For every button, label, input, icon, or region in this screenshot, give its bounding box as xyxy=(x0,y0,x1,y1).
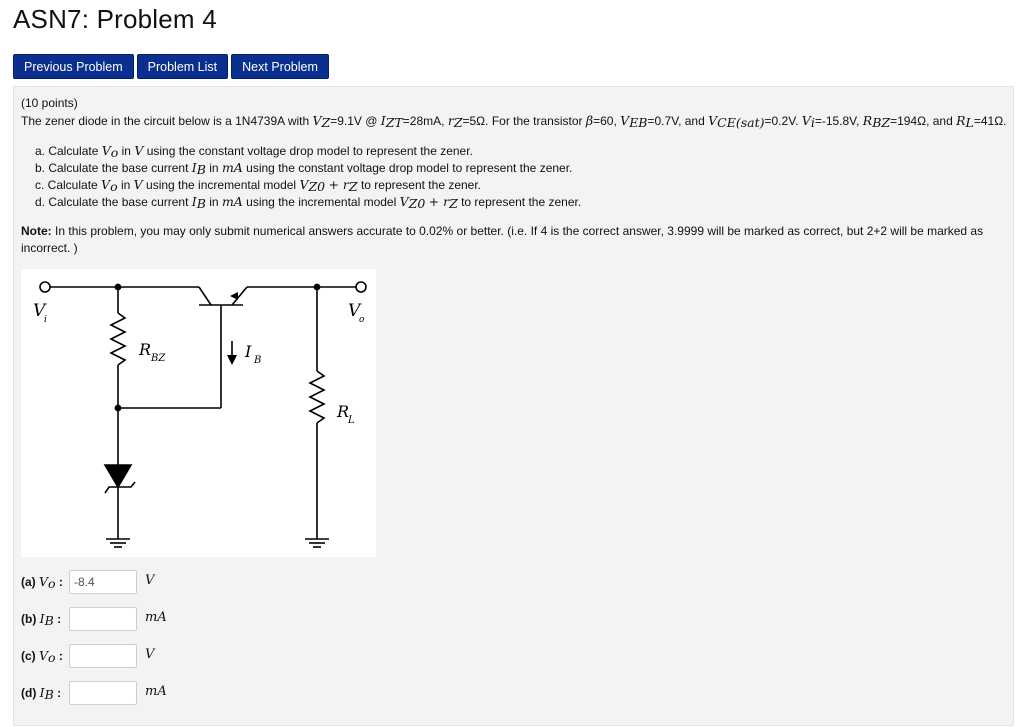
answer-c-input[interactable] xyxy=(69,644,137,668)
circuit-diagram xyxy=(21,269,376,557)
part-b-post: using the constant voltage drop model to represent the zener. xyxy=(246,161,573,175)
part-c-sym: V xyxy=(101,177,111,192)
input-terminal xyxy=(40,282,50,292)
part-b-sub: B xyxy=(196,162,206,177)
vz-symbol: V xyxy=(312,113,322,128)
rbz-symbol: R xyxy=(862,113,873,128)
vz-value: =9.1V @ xyxy=(330,114,378,128)
rl-label-sub: L xyxy=(348,415,355,426)
part-b-mid: in xyxy=(209,161,219,175)
ib-label-sub: B xyxy=(254,355,262,366)
rbz-value: =194Ω, and xyxy=(890,114,953,128)
izt-value: =28mA, xyxy=(402,114,445,128)
answer-a-input[interactable] xyxy=(69,570,137,594)
part-a-sub: o xyxy=(110,145,119,160)
output-terminal xyxy=(356,282,366,292)
answer-d-prefix: (d) xyxy=(21,686,37,700)
answer-c-colon: : xyxy=(58,649,63,663)
answer-b-unit: mA xyxy=(145,610,167,625)
note-label: Note: xyxy=(21,224,52,238)
part-b-sym: I xyxy=(191,160,197,175)
part-d-model-sub2: Z xyxy=(449,196,458,211)
note-text: In this problem, you may only submit numerical answers accurate to 0.02% or better. (i.e. If 4 is the correct answer, 3.9999 will be marked as correct, but 2+2 will be marked as xyxy=(55,224,984,238)
answer-d-label xyxy=(21,685,61,702)
answer-d-sym: I xyxy=(39,685,45,700)
part-c-model: V xyxy=(299,177,309,192)
rz-value: =5Ω. For the transistor xyxy=(462,114,583,128)
rl-resistor xyxy=(310,371,324,423)
answer-b-sym: I xyxy=(39,611,45,626)
rbz-label-sub: BZ xyxy=(151,353,166,364)
answer-b-sub: B xyxy=(44,613,54,628)
transistor-arrow xyxy=(230,292,238,300)
problem-list-button[interactable]: Problem List xyxy=(137,54,228,79)
part-c-mid: in xyxy=(120,178,131,192)
part-b-pre: b. Calculate the base current xyxy=(35,161,189,175)
page-title: ASN7: Problem 4 xyxy=(13,4,217,34)
problem-nav xyxy=(13,54,329,79)
part-c-model-plus: + r xyxy=(328,177,349,192)
answer-a-sym: V xyxy=(39,574,49,589)
part-c xyxy=(35,177,481,194)
answer-c-prefix: (c) xyxy=(21,649,36,663)
part-d-post: using the incremental model xyxy=(246,195,397,209)
vi-label-sub: i xyxy=(44,315,47,325)
zener-diode xyxy=(105,465,131,487)
veb-value: =0.7V, and xyxy=(647,114,705,128)
part-a-unit: V xyxy=(134,143,144,158)
answer-a-label xyxy=(21,574,63,591)
note-line-2: incorrect. ) xyxy=(21,241,78,255)
next-problem-button[interactable]: Next Problem xyxy=(231,54,329,79)
points-text: (10 points) xyxy=(21,96,78,110)
part-d-unit: mA xyxy=(221,194,243,209)
part-c-unit: V xyxy=(133,177,143,192)
part-c-model-sub: Z0 xyxy=(308,179,326,194)
vo-label-sub: o xyxy=(359,315,365,325)
part-b xyxy=(35,160,572,177)
rbz-resistor xyxy=(111,313,125,365)
vz-sub: Z xyxy=(321,115,331,130)
vi-sub: i xyxy=(810,115,815,130)
vce-symbol: V xyxy=(708,113,718,128)
rl-sub: L xyxy=(965,115,974,130)
part-d-pre: d. Calculate the base current xyxy=(35,195,189,209)
veb-symbol: V xyxy=(620,113,630,128)
beta-symbol: β xyxy=(585,113,594,128)
part-a-post: using the constant voltage drop model to represent the zener. xyxy=(146,144,473,158)
part-d xyxy=(35,194,581,211)
rl-symbol: R xyxy=(956,113,966,128)
intro-text: The zener diode in the circuit below is a 1N4739A with xyxy=(21,114,310,128)
answer-d-sub: B xyxy=(44,687,54,702)
izt-symbol: I xyxy=(380,113,386,128)
problem-statement xyxy=(21,113,1007,130)
note-line-1 xyxy=(21,224,983,238)
part-d-model-plus: + r xyxy=(428,194,450,209)
vi-label: V xyxy=(33,301,46,321)
part-b-unit: mA xyxy=(221,160,243,175)
vce-value: =0.2V. xyxy=(764,114,799,128)
rz-symbol: r xyxy=(447,113,454,128)
answer-a-sub: o xyxy=(48,576,56,591)
answer-b-colon: : xyxy=(57,612,62,626)
part-c-sub: o xyxy=(110,179,118,194)
part-c-model-sub2: Z xyxy=(348,179,358,194)
answer-b-label xyxy=(21,611,61,628)
answer-a-colon: : xyxy=(58,575,63,589)
previous-problem-button[interactable]: Previous Problem xyxy=(13,54,134,79)
rl-label: R xyxy=(337,402,350,421)
answer-d-unit: mA xyxy=(145,684,167,699)
answer-d-input[interactable] xyxy=(69,681,137,705)
problem-body xyxy=(13,86,1014,726)
part-d-mid: in xyxy=(209,195,219,209)
izt-sub: ZT xyxy=(385,115,403,130)
beta-value: =60, xyxy=(593,114,617,128)
part-d-model: V xyxy=(399,194,409,209)
answer-a-prefix: (a) xyxy=(21,575,36,589)
rz-sub: Z xyxy=(453,115,463,130)
answer-c-sub: o xyxy=(48,650,56,665)
part-a-pre: a. Calculate xyxy=(35,144,99,158)
part-a-sym: V xyxy=(101,143,111,158)
part-c-post2: to represent the zener. xyxy=(360,178,482,192)
answer-c-unit: V xyxy=(145,647,155,662)
rl-value: =41Ω. xyxy=(973,114,1007,128)
part-c-pre: c. Calculate xyxy=(35,178,98,192)
answer-d-colon: : xyxy=(57,686,62,700)
part-d-post2: to represent the zener. xyxy=(461,195,582,209)
part-a xyxy=(35,143,473,160)
answer-a-unit: V xyxy=(145,573,155,588)
vi-value: =-15.8V, xyxy=(814,114,860,128)
part-a-mid: in xyxy=(121,144,131,158)
vo-label: V xyxy=(348,301,361,321)
answer-c-label xyxy=(21,648,63,665)
answer-c-sym: V xyxy=(39,648,49,663)
rbz-label: R xyxy=(139,340,152,359)
answer-b-prefix: (b) xyxy=(21,612,37,626)
part-d-model-sub: Z0 xyxy=(408,196,426,211)
ib-label: I xyxy=(245,342,252,361)
vce-sub: CE(sat) xyxy=(717,115,765,130)
part-d-sym: I xyxy=(191,194,197,209)
part-d-sub: B xyxy=(196,196,206,211)
part-c-post: using the incremental model xyxy=(146,178,297,192)
vi-symbol: V xyxy=(801,113,811,128)
veb-sub: EB xyxy=(629,115,648,130)
answer-b-input[interactable] xyxy=(69,607,137,631)
rbz-sub: BZ xyxy=(872,115,891,130)
